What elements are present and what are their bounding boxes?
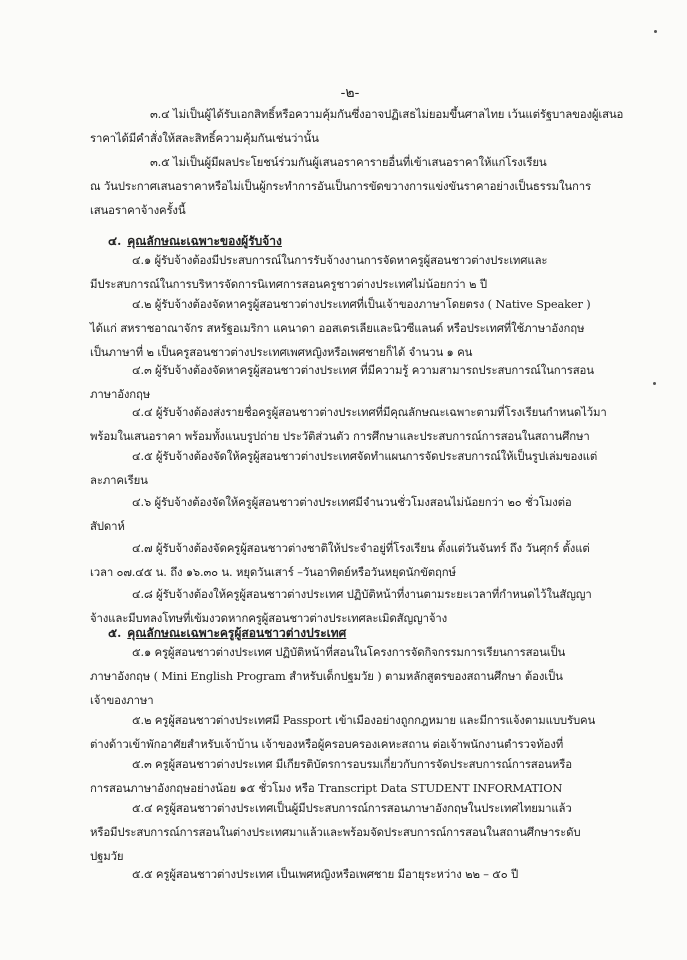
item-line: ๕.๔ ครูผู้สอนชาวต่างประเทศเป็นผู้มีประสบการณ์การสอนภาษาอังกฤษในประเทศไทยมาแล้ว [132, 801, 572, 815]
item-5-1 [90, 640, 565, 712]
paragraph-line: เสนอราคาจ้างครั้งนี้ [90, 203, 186, 217]
paragraph-line: ๓.๔ ไม่เป็นผู้ได้รับเอกสิทธิ์หรือความคุ้มกันซึ่งอาจปฏิเสธไม่ยอมขึ้นศาลไทย เว้นแต่รัฐบาลของผู้เสนอ [150, 107, 624, 121]
item-line: การสอนภาษาอังกฤษอย่างน้อย ๑๕ ชั่วโมง หรือ Transcript Data STUDENT INFORMATION [90, 781, 563, 795]
section-number: ๕. [108, 626, 122, 640]
item-4-8 [90, 582, 592, 630]
item-line: ๕.๓ ครูผู้สอนชาวต่างประเทศ มีเกียรติบัตรการอบรมเกี่ยวกับการจัดประสบการณ์การสอนหรือ [132, 757, 572, 771]
item-line: หรือมีประสบการณ์การสอนในต่างประเทศมาแล้วและพร้อมจัดประสบการณ์การสอนในสถานศึกษาระดับ [90, 825, 581, 839]
item-line: พร้อมในเสนอราคา พร้อมทั้งแนบรูปถ่าย ประวัติส่วนตัว การศึกษาและประสบการณ์การสอนในสถานศึกษา [90, 429, 590, 443]
item-4-7 [90, 536, 590, 584]
paragraph-line: ณ วันประกาศเสนอราคาหรือไม่เป็นผู้กระทำการอันเป็นการขัดขวางการแข่งขันราคาอย่างเป็นธรรมในการ [90, 179, 592, 193]
item-line: ภาษาอังกฤษ [90, 387, 151, 401]
item-line: ๔.๕ ผู้รับจ้างต้องจัดให้ครูผู้สอนชาวต่างประเทศจัดทำแผนการจัดประสบการณ์ให้เป็นรูปเล่มของแต่ [132, 449, 598, 463]
item-line: ละภาคเรียน [90, 473, 148, 487]
item-line: มีประสบการณ์ในการบริหารจัดการนิเทศการสอนครูชาวต่างประเทศไม่น้อยกว่า ๒ ปี [90, 277, 487, 291]
item-line: ๕.๒ ครูผู้สอนชาวต่างประเทศมี Passport เข้าเมืองอย่างถูกกฎหมาย และมีการแจ้งตามแบบรับคน [132, 713, 596, 727]
item-line: เวลา ๐๗.๔๕ น. ถึง ๑๖.๓๐ น. หยุดวันเสาร์ –วันอาทิตย์หรือวันหยุดนักขัตฤกษ์ [90, 565, 456, 579]
item-line: ได้แก่ สหราชอาณาจักร สหรัฐอเมริกา แคนาดา ออสเตรเลียและนิวซีแลนด์ หรือประเทศที่ใช้ภาษาอังกฤษ [90, 321, 585, 335]
paragraph-3-4 [90, 102, 623, 150]
paragraph-line: ราคาได้มีคำสั่งให้สละสิทธิ์ความคุ้มกันเช่นว่านั้น [90, 131, 319, 145]
section-title: คุณลักษณะเฉพาะครูผู้สอนชาวต่างประเทศ [127, 626, 347, 640]
scan-speck [653, 382, 656, 385]
section-number: ๔. [108, 234, 122, 248]
paragraph-line: ๓.๕ ไม่เป็นผู้มีผลประโยชน์ร่วมกันผู้เสนอราคารายอื่นที่เข้าเสนอราคาให้แก่โรงเรียน [150, 155, 547, 169]
item-line: สัปดาห์ [90, 519, 125, 533]
page-number: -๒- [340, 85, 360, 101]
item-4-1 [90, 248, 547, 296]
scan-speck [654, 30, 657, 33]
item-line: ๕.๑ ครูผู้สอนชาวต่างประเทศ ปฏิบัติหน้าที่สอนในโครงการจัดกิจกรรมการเรียนการสอนเป็น [132, 645, 566, 659]
item-line: ปฐมวัย [90, 849, 124, 863]
item-5-5 [90, 862, 518, 886]
item-line: ๔.๒ ผู้รับจ้างต้องจัดหาครูผู้สอนชาวต่างประเทศที่เป็นเจ้าของภาษาโดยตรง ( Native Speaker ) [132, 297, 591, 311]
item-5-3 [90, 752, 572, 800]
item-line: ๔.๖ ผู้รับจ้างต้องจัดให้ครูผู้สอนชาวต่างประเทศมีจำนวนชั่วโมงสอนไม่น้อยกว่า ๒๐ ชั่วโมงต่อ [132, 495, 572, 509]
item-line: จ้างและมีบทลงโทษที่เข้มงวดหากครูผู้สอนชาวต่างประเทศละเมิดสัญญาจ้าง [90, 611, 448, 625]
item-5-4 [90, 796, 580, 868]
item-line: ๔.๓ ผู้รับจ้างต้องจัดหาครูผู้สอนชาวต่างประเทศ ที่มีความรู้ ความสามารถประสบการณ์ในการสอน [132, 363, 594, 377]
item-line: เป็นภาษาที่ ๒ เป็นครูสอนชาวต่างประเทศเพศหญิงหรือเพศชายก็ได้ จำนวน ๑ คน [90, 345, 473, 359]
item-line: ๔.๔ ผู้รับจ้างต้องส่งรายชื่อครูผู้สอนชาวต่างประเทศที่มีคุณลักษณะเฉพาะตามที่โรงเรียนกำหนดไว้มา [132, 405, 607, 419]
section-title: คุณลักษณะเฉพาะของผู้รับจ้าง [127, 234, 282, 248]
item-line: ๔.๗ ผู้รับจ้างต้องจัดครูผู้สอนชาวต่างชาติให้ประจำอยู่ที่โรงเรียน ตั้งแต่วันจันทร์ ถึง วันศุกร์ ตั้งแต่ [132, 541, 590, 555]
item-line: ต่างด้าวเข้าพักอาศัยสำหรับเจ้าบ้าน เจ้าของหรือผู้ครอบครองเคหะสถาน ต่อเจ้าพนักงานตำรวจท้องที่ [90, 737, 564, 751]
paragraph-3-5 [90, 150, 591, 222]
item-line: ภาษาอังกฤษ ( Mini English Program สำหรับเด็กปฐมวัย ) ตามหลักสูตรของสถานศึกษา ต้องเป็น [90, 669, 563, 683]
item-4-6 [90, 490, 572, 538]
item-4-4 [90, 400, 607, 448]
item-4-3 [90, 358, 594, 406]
item-line: ๔.๘ ผู้รับจ้างต้องให้ครูผู้สอนชาวต่างประเทศ ปฏิบัติหน้าที่งานตามระยะเวลาที่กำหนดไว้ในสัญญา [132, 587, 592, 601]
item-4-2 [90, 292, 591, 364]
item-line: ๔.๑ ผู้รับจ้างต้องมีประสบการณ์ในการรับจ้างงานการจัดหาครูผู้สอนชาวต่างประเทศและ [132, 253, 548, 267]
item-line: ๕.๕ ครูผู้สอนชาวต่างประเทศ เป็นเพศหญิงหรือเพศชาย มีอายุระหว่าง ๒๒ – ๕๐ ปี [132, 867, 519, 881]
item-line: เจ้าของภาษา [90, 693, 154, 707]
item-4-5 [90, 444, 597, 492]
item-5-2 [90, 708, 595, 756]
